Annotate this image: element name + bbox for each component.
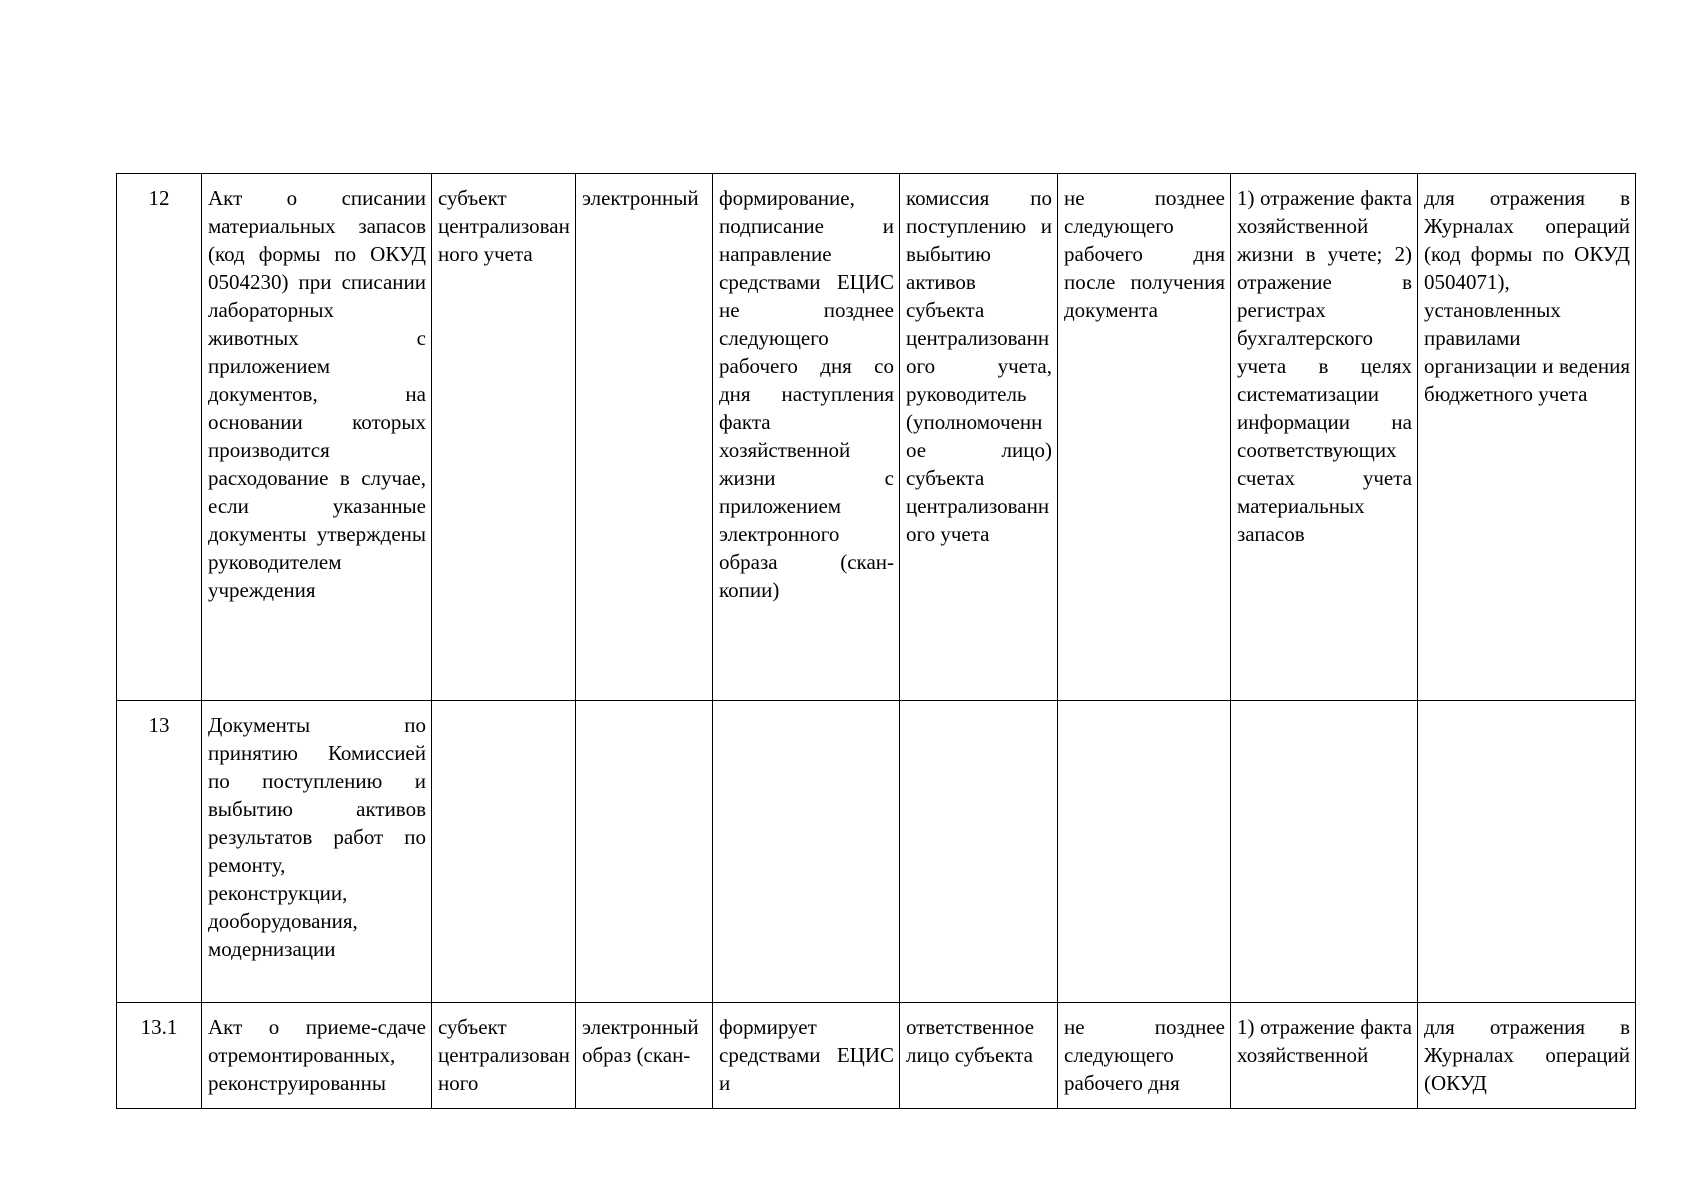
signer-text: ответственное лицо субъекта xyxy=(906,1015,1035,1067)
deadline-cell: не позднее следующего рабочего дня после получения документа xyxy=(1058,174,1231,701)
signer-cell xyxy=(900,701,1058,1003)
document-name-cell: Документы по принятию Комиссией по поступлению и выбытию активов результатов работ по ремонту, реконструкции, дооборудования, модернизации xyxy=(202,701,432,1003)
form-cell: электронный xyxy=(576,174,713,701)
note-cell xyxy=(1418,1003,1636,1109)
row-number: 13 xyxy=(117,701,202,1003)
procedure-cell xyxy=(713,701,900,1003)
table-row xyxy=(117,701,1636,1003)
composer-cell: субъект централизованного учета xyxy=(432,174,576,701)
action-cell: 1) отражение факта хозяйственной жизни в учете; 2) отражение в регистрах бухгалтерского учета в целях систематизации информации на соответствующих счетах учета материальных запасов xyxy=(1231,174,1418,701)
procedure-text: формирует средствами ЕЦИС и xyxy=(719,1015,894,1095)
document-name-text: Акт о приеме-сдаче отремонтированных, реконструированны xyxy=(208,1015,426,1095)
document-name-cell: Акт о списании материальных запасов (код формы по ОКУД 0504230) при списании лабораторных животных с приложением документов, на основании которых производится расходование в случае, если указанные документы утверждены руководителем учреждения xyxy=(202,174,432,701)
procedure-cell xyxy=(713,1003,900,1109)
form-text: электронный образ (скан- xyxy=(582,1015,699,1067)
form-cell xyxy=(576,1003,713,1109)
deadline-text: не позднее следующего рабочего дня xyxy=(1064,1015,1225,1095)
accounting-documents-table xyxy=(116,173,1636,1109)
action-cell xyxy=(1231,1003,1418,1109)
row-number: 12 xyxy=(117,174,202,701)
note-cell xyxy=(1418,701,1636,1003)
table-row xyxy=(117,174,1636,701)
note-cell: для отражения в Журналах операций (код формы по ОКУД 0504071), установленных правилами организации и ведения бюджетного учета xyxy=(1418,174,1636,701)
table-row xyxy=(117,1003,1636,1109)
action-text: 1) отражение факта хозяйственной xyxy=(1237,1015,1412,1067)
action-cell xyxy=(1231,701,1418,1003)
composer-text: субъект централизованного xyxy=(438,1015,570,1095)
document-name-cell xyxy=(202,1003,432,1109)
procedure-cell: формирование, подписание и направление средствами ЕЦИС не позднее следующего рабочего дня со дня наступления факта хозяйственной жизни с приложением электронного образа (скан-копии) xyxy=(713,174,900,701)
row-number: 13.1 xyxy=(117,1003,202,1109)
signer-cell xyxy=(900,1003,1058,1109)
note-text: для отражения в Журналах операций (ОКУД xyxy=(1424,1015,1630,1095)
composer-cell xyxy=(432,701,576,1003)
form-cell xyxy=(576,701,713,1003)
composer-cell xyxy=(432,1003,576,1109)
signer-cell: комиссия по поступлению и выбытию активов субъекта централизованного учета, руководитель (уполномоченное лицо) субъекта централизованного учета xyxy=(900,174,1058,701)
deadline-cell xyxy=(1058,701,1231,1003)
deadline-cell xyxy=(1058,1003,1231,1109)
